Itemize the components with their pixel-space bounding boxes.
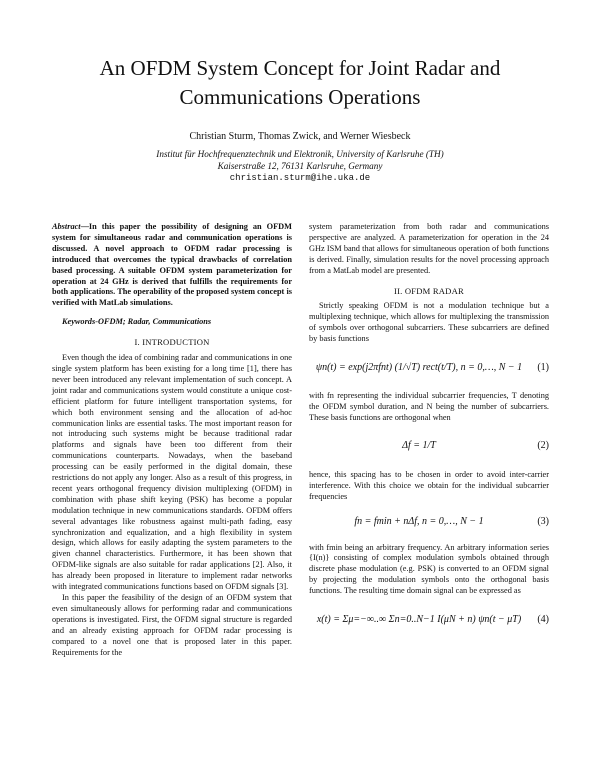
author-email: christian.sturm@ihe.uka.de [229, 173, 371, 183]
equation-2-expression: Δf = 1/T [402, 440, 436, 452]
keywords: Keywords-OFDM; Radar, Communications [62, 317, 212, 327]
equation-4-number: (4) [537, 613, 549, 625]
radar-paragraph-3: hence, this spacing has to be chosen in order to avoid inter-carrier interference. With this choice we obtain for the individual subcarrier frequencies [309, 469, 549, 501]
intro-paragraph-1: Even though the idea of combining radar and communications in one single system platform has been existing for a long time [1], there has never been introduced any relevant implementation of such concept. A joint radar and communications system would constitute a unique cost-efficient platform for future intelligent transportation systems, for which both environment sensing and the allocation of ad-hoc communication links are essential tasks. The most important reason for not introducing such systems might be because traditional radar platforms and signals have been too different from their communications counterparts. Nowadays, when the baseband processing can be easily performed in the digital domain, these restrictions do not apply any longer. Also as a result of this progress, in recent years orthogonal frequency division multiplexing (OFDM) in combination with phase shift keying (PSK) has become a popular modulation technique in new communications standards. OFDM offers several advantages like robustness against multi-path fading, easy synchronization and equalization, and a high flexibility in system design, which allows for easily adapting the system parameters to the given channel characteristics. Furthermore, it has been shown that OFDM-like signals are also suitable for radar applications [2]. Also, it has already been proposed in literature to implement radar networks with integrated communications functions based on OFDM signals [3]. [52, 353, 292, 592]
intro-paragraph-2: In this paper the feasibility of the design of an OFDM system that even simultaneously allows for performing radar and communications operations is investigated. First, the OFDM signal structure is regarded and an already existing approach for OFDM radar processing is compared to a novel one that is proposed later in this paper. Requirements for the [52, 593, 292, 657]
radar-paragraph-4: with fmin being an arbitrary frequency. An arbitrary information series {I(n)} consisting of complex modulation symbols obtained through discrete phase modulation (e.g. PSK) is converted to an OFDM signal by projecting the modulation symbols onto the orthogonal basis functions. The resulting time domain signal can be expressed as [309, 542, 549, 596]
paper-title [40, 54, 560, 112]
left-column [52, 222, 292, 658]
section-heading-introduction: I. INTRODUCTION [134, 337, 210, 348]
equation-3-expression: fn = fmin + nΔf, n = 0,…, N − 1 [354, 516, 484, 528]
affiliation-line-1: Institut für Hochfrequenztechnik und Elektronik, University of Karlsruhe (TH) [156, 149, 444, 159]
equation-1-number: (1) [537, 361, 549, 373]
intro-continuation-paragraph: system parameterization from both radar and communications perspective are analyzed. A parameterization for operation in the 24 GHz ISM band that allows for simultaneous operation of both functions is derived. Finally, simulation results for the novel processing approach from a MatLab model are presented. [309, 222, 549, 275]
equation-1-expression: ψn(t) = exp(j2πfnt) (1/√T) rect(t/T), n = 0,…, N − 1 [315, 361, 523, 373]
abstract [52, 222, 292, 309]
title-line-1: An OFDM System Concept for Joint Radar and [99, 56, 501, 80]
equation-2 [309, 430, 549, 464]
equation-4 [309, 603, 549, 637]
title-line-2: Communications Operations [179, 85, 421, 109]
affiliation [40, 148, 560, 172]
section-heading-ofdm-radar: II. OFDM RADAR [394, 285, 464, 296]
abstract-lead: Abstract [52, 222, 81, 231]
right-column [309, 222, 549, 643]
equation-2-number: (2) [537, 440, 549, 452]
equation-3-number: (3) [537, 516, 549, 528]
radar-paragraph-1: Strictly speaking OFDM is not a modulation technique but a multiplexing technique, which allows for multiplexing the transmission of symbols over orthogonal subcarriers. These subcarriers are defined by basis functions [309, 301, 549, 344]
author-list: Christian Sturm, Thomas Zwick, and Werner Wiesbeck [189, 131, 411, 142]
abstract-text: —In this paper the possibility of designing an OFDM system for simultaneous radar and communication operations is discussed. A novel approach to OFDM radar processing is introduced that overcomes the typical drawbacks of correlation based processing. A suitable OFDM system parameterization for operation at 24 GHz is derived that fulfills the requirements for both applications. The operability of the proposed system concept is verified with MatLab simulations. [52, 222, 292, 308]
radar-paragraph-2: with fn representing the individual subcarrier frequencies, T denoting the OFDM symbol duration, and N being the number of subcarriers. These basis functions are orthogonal when [309, 391, 549, 422]
equation-1 [309, 351, 549, 385]
equation-4-expression: x(t) = Σμ=−∞..∞ Σn=0..N−1 I(μN + n) ψn(t − μT) [316, 613, 522, 625]
affiliation-line-2: Kaiserstraße 12, 76131 Karlsruhe, Germany [217, 161, 383, 171]
equation-3 [309, 509, 549, 537]
